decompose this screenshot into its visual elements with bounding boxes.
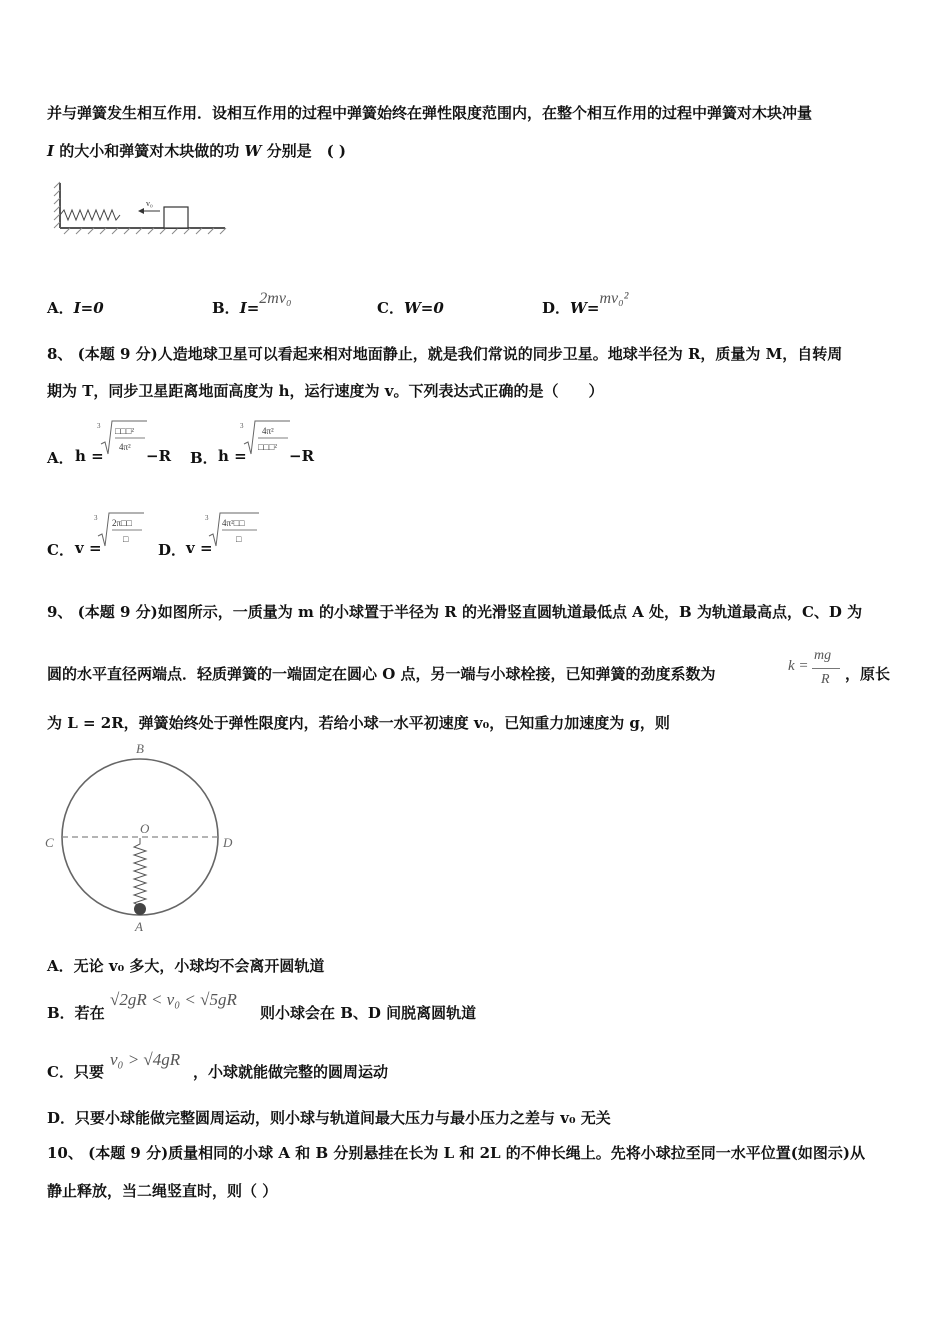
q7-symbol-w: W (244, 142, 262, 160)
q7-option-a-text: I=0 (73, 299, 104, 317)
q9-k-numerator: mg (814, 648, 832, 663)
q8-option-c-radical (94, 510, 146, 550)
q7-line1: 并与弹簧发生相互作用．设相互作用的过程中弹簧始终在弹性限度范围内，在整个相互作用的过程中弹簧对木块冲量 (47, 104, 813, 122)
q9-k-denominator: R (821, 672, 830, 687)
q7-spring (60, 210, 120, 220)
q8-option-c-denominator: □ (123, 534, 129, 544)
q7-option-a-letter: A． (47, 299, 74, 317)
q9-line2-end: ，原长 (845, 665, 891, 683)
q7-symbol-i: I (47, 142, 55, 160)
q9-option-d: D．只要小球能做完整圆周运动，则小球与轨道间最大压力与最小压力之差与 v₀ 无关 (47, 1109, 611, 1127)
q7-option-c (377, 297, 444, 318)
q9-k-fraction-bar (812, 668, 840, 669)
q8-option-b-prefix: h = (218, 447, 247, 465)
q9-k-lhs: k = (788, 658, 809, 674)
q9-option-c-pre: C．只要 (47, 1063, 104, 1081)
q8-option-a-radical (97, 418, 149, 458)
q8-option-d-root-index: 3 (205, 514, 209, 522)
q7-option-d-math: mv₀² (599, 290, 629, 307)
q9-spring (134, 838, 146, 908)
q8-option-b-radical (240, 418, 292, 458)
q8-option-b-denominator: □□□² (258, 442, 278, 452)
q8-line1: 8、 (本题 9 分)人造地球卫星可以看起来相对地面静止，就是我们常说的同步卫星。地球半径为 R，质量为 M，自转周 (47, 345, 843, 363)
q7-option-b-math: 2mv₀ (259, 290, 292, 307)
q9-label-d: D (223, 835, 233, 850)
q7-option-c-letter: C． (377, 299, 404, 317)
q9-line2 (47, 663, 716, 684)
q8-option-b-root-index: 3 (240, 422, 244, 430)
q10-line2: 静止释放，当二绳竖直时，则（ ） (47, 1182, 278, 1200)
q9-option-b-math: √2gR < v₀ < √5gR (110, 990, 237, 1009)
q8-option-c-root-index: 3 (94, 514, 98, 522)
q7-option-d-text: W= (570, 299, 600, 317)
q8-option-c-letter: C． (47, 541, 74, 559)
q7-option-c-text: W=0 (403, 299, 444, 317)
q9-ball (134, 903, 146, 915)
q9-label-c: C (45, 835, 54, 850)
q9-circle-figure (40, 738, 245, 938)
q9-line2-text: 圆的水平直径两端点．轻质弹簧的一端固定在圆心 O 点，另一端与小球栓接，已知弹簧的劲度系数为 (47, 665, 716, 683)
q8-option-a-letter: A． (47, 449, 74, 467)
q7-velocity-label: v₀ (146, 199, 153, 208)
q8-option-d-numerator: 4π²□□ (222, 518, 245, 528)
q9-label-o: O (140, 821, 150, 836)
q7-option-d-letter: D． (542, 299, 571, 317)
q10-line1: 10、 (本题 9 分)质量相同的小球 A 和 B 分别悬挂在长为 L 和 2L 的不伸长绳上。先将小球拉至同一水平位置(如图示)从 (47, 1144, 865, 1162)
q8-line2: 期为 T，同步卫星距离地面高度为 h，运行速度为 v。下列表达式正确的是（ ） (47, 382, 604, 400)
q7-option-a (47, 297, 104, 318)
q7-option-d (542, 290, 629, 318)
q9-option-c-math: v₀ > √4gR (110, 1050, 181, 1069)
q8-option-d-denominator: □ (236, 534, 242, 544)
q9-option-b-post: 则小球会在 B、D 间脱离圆轨道 (260, 1004, 477, 1022)
q8-option-a-prefix: h = (75, 447, 104, 465)
q9-label-b: B (136, 741, 144, 756)
q8-option-d-prefix: v = (186, 539, 213, 557)
q8-option-a-denominator: 4π² (119, 442, 131, 452)
q7-line2-end: 分别是 ( ) (261, 142, 346, 160)
q8-option-d-letter: D． (158, 541, 187, 559)
q9-label-a: A (135, 919, 143, 934)
q7-option-b-text: I= (239, 299, 260, 317)
q7-spring-block-figure (50, 178, 250, 248)
q9-option-a: A．无论 v₀ 多大，小球均不会离开圆轨道 (47, 957, 325, 975)
q7-block (164, 207, 188, 228)
q8-option-a-suffix: −R (146, 447, 172, 465)
q8-option-b-letter: B． (190, 449, 218, 467)
q9-option-b-pre: B．若在 (47, 1004, 105, 1022)
q7-line2 (47, 140, 346, 161)
q8-option-c-numerator: 2π□□ (112, 518, 132, 528)
q8-option-c-prefix: v = (75, 539, 102, 557)
q8-option-a-root-index: 3 (97, 422, 101, 430)
q7-line2-mid: 的大小和弹簧对木块做的功 (54, 142, 245, 160)
q8-option-b-suffix: −R (289, 447, 315, 465)
q8-option-b-numerator: 4π² (262, 426, 274, 436)
q8-option-d-radical (205, 510, 261, 550)
q9-line3: 为 L = 2R，弹簧始终处于弹性限度内，若给小球一水平初速度 v₀，已知重力加速度为 g，则 (47, 714, 670, 732)
q8-option-a-numerator: □□□² (115, 426, 135, 436)
q7-option-b-letter: B． (212, 299, 240, 317)
q9-option-c-post: ，小球就能做完整的圆周运动 (193, 1063, 389, 1081)
q9-line1: 9、 (本题 9 分)如图所示，一质量为 m 的小球置于半径为 R 的光滑竖直圆轨道最低点 A 处，B 为轨道最高点，C、D 为 (47, 603, 863, 621)
q7-option-b (212, 290, 292, 318)
